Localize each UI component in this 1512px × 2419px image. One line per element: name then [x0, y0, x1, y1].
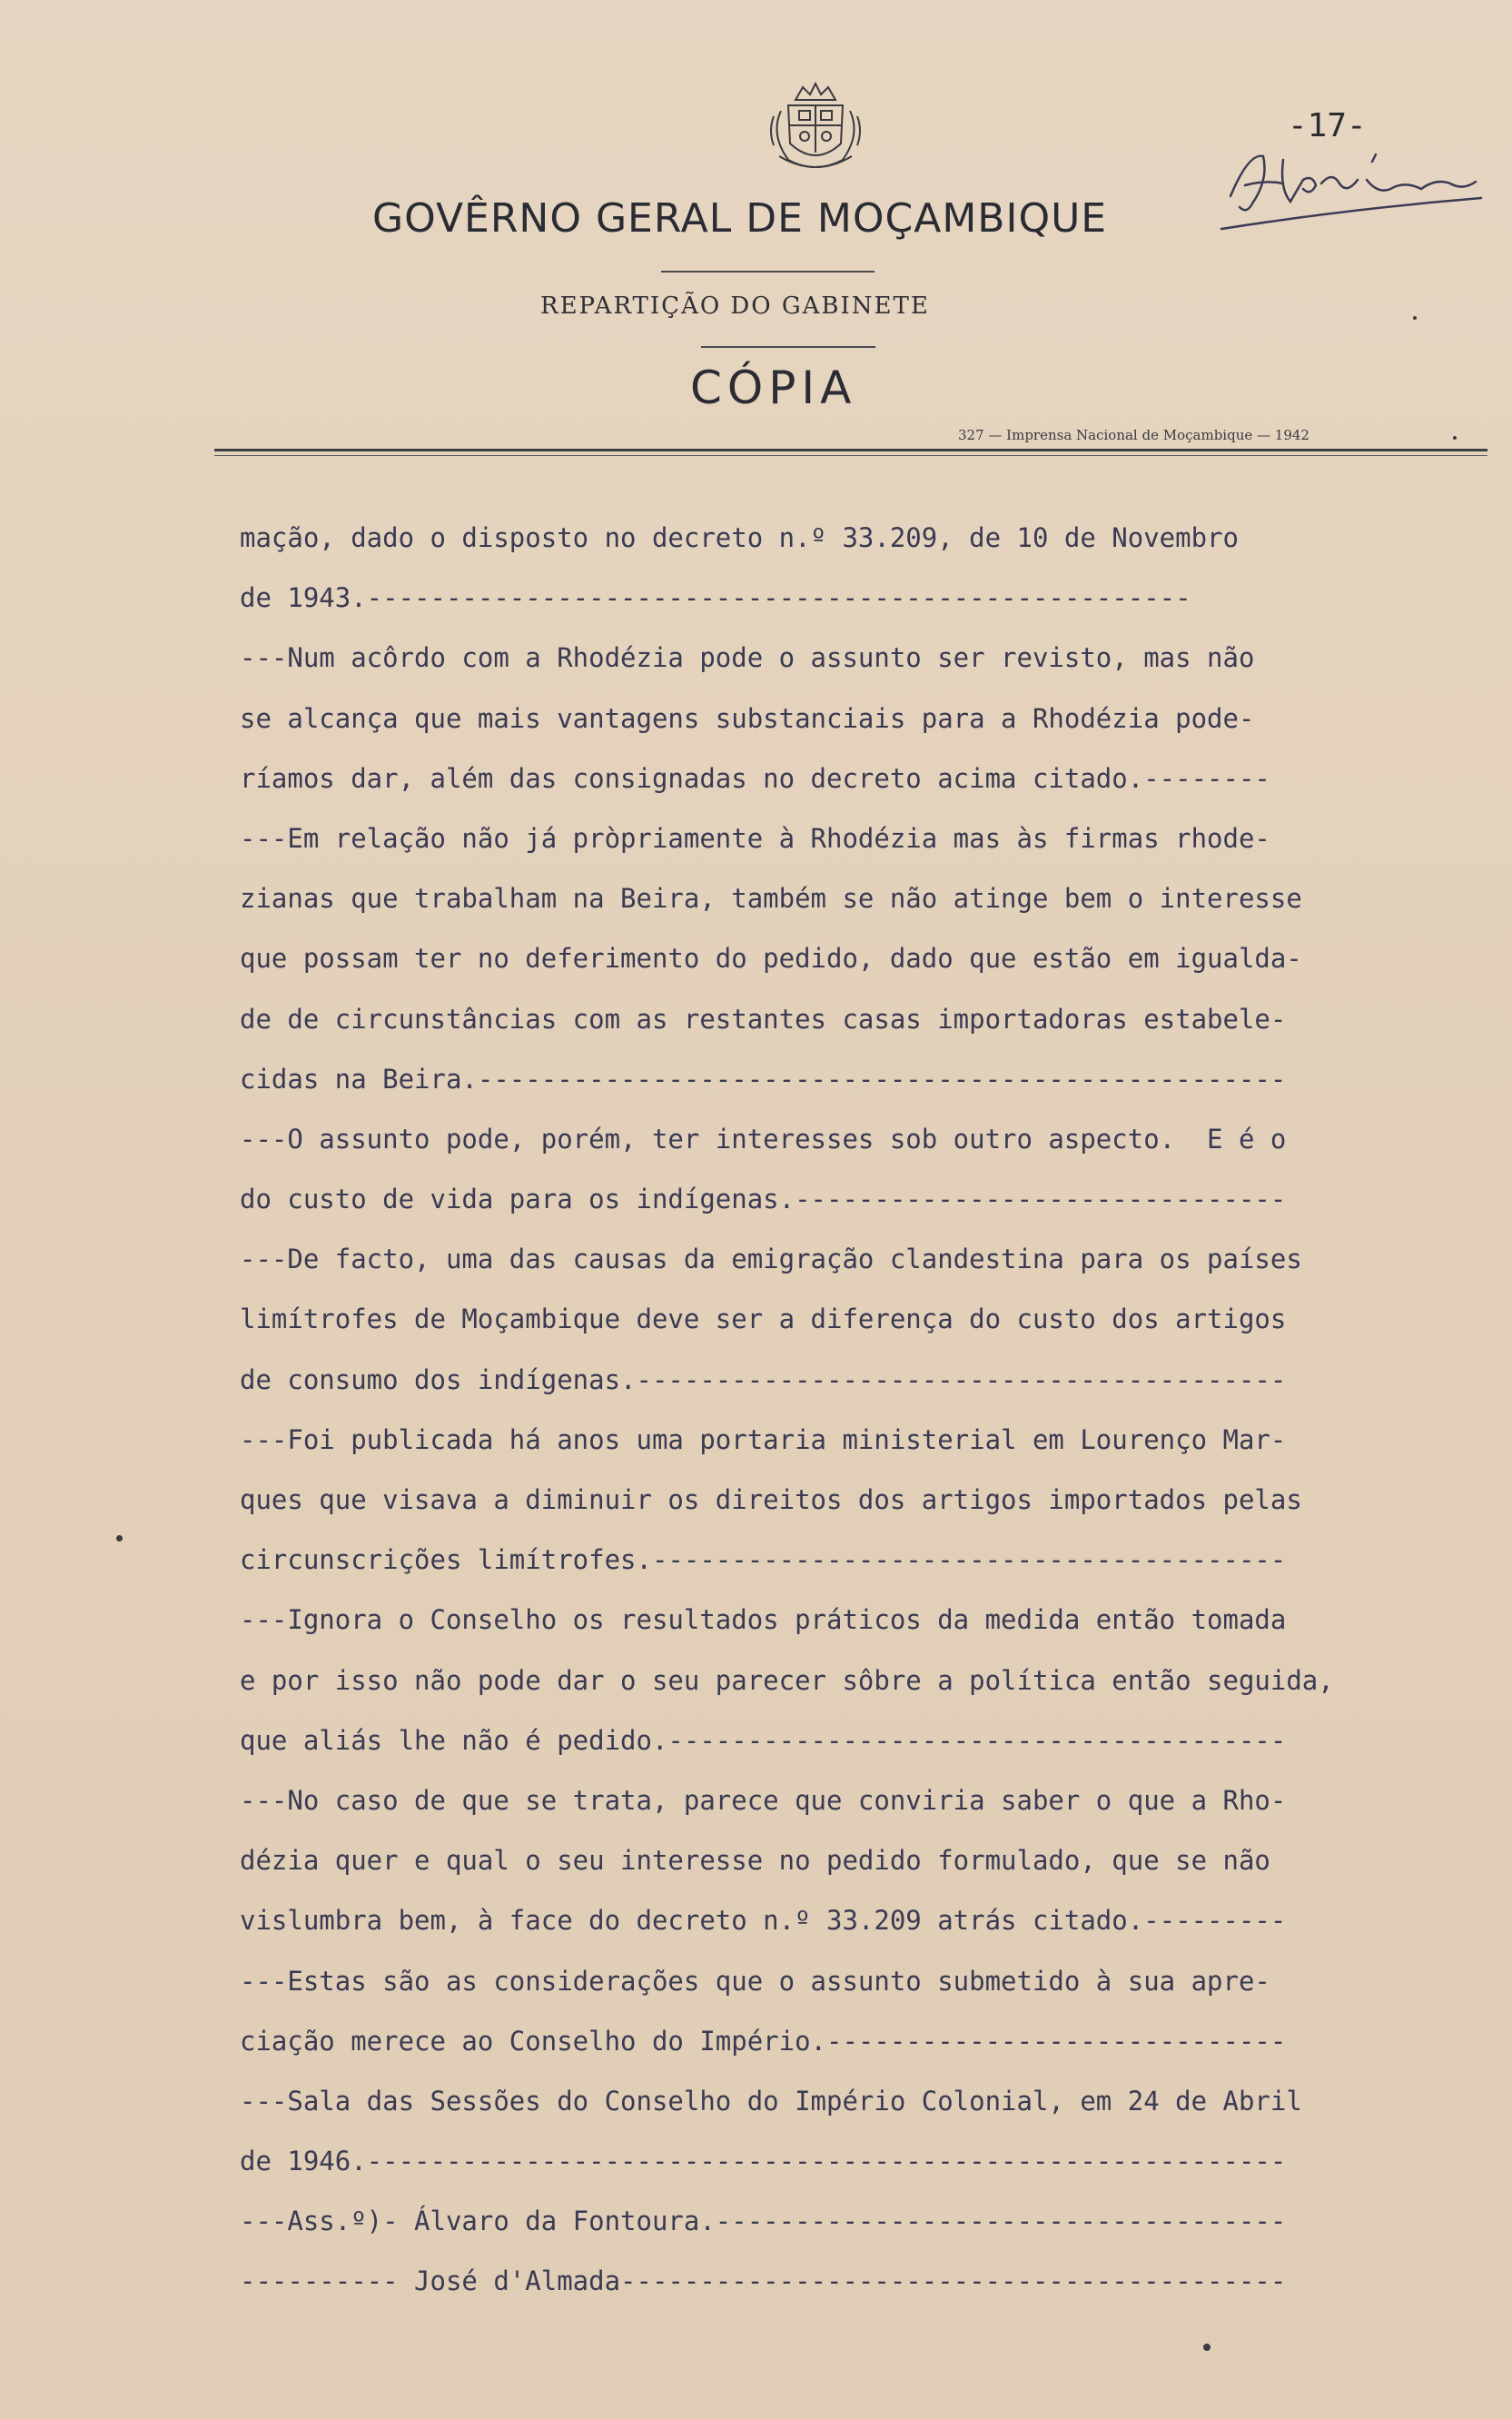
- text-line: ---Ignora o Conselho os resultados práticos da medida então tomada: [240, 1604, 1287, 1636]
- text-line: de 1946.----------------------------------------------------------: [240, 2146, 1287, 2177]
- coat-of-arms-emblem: [761, 80, 870, 180]
- text-line: ques que visava a diminuir os direitos dos artigos importados pelas: [240, 1484, 1302, 1515]
- text-line: dézia quer e qual o seu interesse no pedido formulado, que se não: [240, 1845, 1270, 1877]
- ink-speck: [1453, 436, 1457, 440]
- ink-speck: [1203, 2344, 1211, 2351]
- text-line: ---No caso de que se trata, parece que conviria saber o que a Rho-: [240, 1784, 1287, 1816]
- text-line: cidas na Beira.---------------------------------------------------: [240, 1063, 1287, 1095]
- text-line: ---O assunto pode, porém, ter interesses sob outro aspecto. E é o: [240, 1123, 1287, 1155]
- text-line: ---Em relação não já pròpriamente à Rhodézia mas às firmas rhode-: [240, 822, 1270, 854]
- text-line: ---Ass.º)- Álvaro da Fontoura.------------------------------------: [240, 2206, 1287, 2237]
- header-rule-thick: [214, 449, 1487, 451]
- copy-label: CÓPIA: [690, 362, 857, 414]
- text-line: ---Foi publicada há anos uma portaria ministerial em Lourenço Mar-: [240, 1423, 1287, 1455]
- text-line: vislumbra bem, à face do decreto n.º 33.209 atrás citado.---------: [240, 1905, 1287, 1937]
- government-title: GOVÊRNO GERAL DE MOÇAMBIQUE: [372, 195, 1108, 242]
- text-line: mação, dado o disposto no decreto n.º 33.209, de 10 de Novembro: [240, 522, 1239, 553]
- text-line: zianas que trabalham na Beira, também se não atinge bem o interesse: [240, 883, 1302, 915]
- header-rule-thin: [214, 455, 1487, 456]
- text-line: que aliás lhe não é pedido.---------------------------------------: [240, 1724, 1287, 1756]
- text-line: ciação merece ao Conselho do Império.-----------------------------: [240, 2025, 1287, 2057]
- text-line: ríamos dar, além das consignadas no decreto acima citado.--------: [240, 762, 1270, 794]
- text-line: que possam ter no deferimento do pedido, dado que estão em igualda-: [240, 943, 1302, 975]
- text-line: ---Num acôrdo com a Rhodézia pode o assunto ser revisto, mas não: [240, 642, 1255, 674]
- text-line: de de circunstâncias com as restantes casas importadoras estabele-: [240, 1003, 1287, 1035]
- department-divider: [701, 346, 875, 348]
- text-line: ---De facto, uma das causas da emigração clandestina para os países: [240, 1244, 1302, 1275]
- text-line: ---Estas são as considerações que o assunto submetido à sua apre-: [240, 1965, 1270, 1997]
- typewritten-body: [240, 520, 1484, 2324]
- title-divider: [661, 271, 875, 273]
- text-line: circunscrições limítrofes.----------------------------------------: [240, 1544, 1287, 1576]
- text-line: do custo de vida para os indígenas.-------------------------------: [240, 1184, 1287, 1215]
- text-line: ---Sala das Sessões do Conselho do Império Colonial, em 24 de Abril: [240, 2085, 1302, 2117]
- text-line: limítrofes de Moçambique deve ser a diferença do custo dos artigos: [240, 1304, 1287, 1335]
- ink-speck: [1413, 316, 1417, 320]
- text-line: ---------- José d'Almada------------------------------------------: [240, 2265, 1287, 2297]
- department-title: REPARTIÇÃO DO GABINETE: [540, 292, 930, 320]
- page-number: -17-: [1288, 107, 1367, 144]
- text-line: de 1943.----------------------------------------------------: [240, 582, 1191, 614]
- text-line: de consumo dos indígenas.-----------------------------------------: [240, 1363, 1287, 1395]
- ink-speck: [116, 1535, 123, 1542]
- text-line: se alcança que mais vantagens substanciais para a Rhodézia pode-: [240, 702, 1255, 734]
- text-line: e por isso não pode dar o seu parecer sôbre a política então seguida,: [240, 1664, 1334, 1696]
- printer-imprint: 327 — Imprensa Nacional de Moçambique — 1942: [958, 427, 1309, 443]
